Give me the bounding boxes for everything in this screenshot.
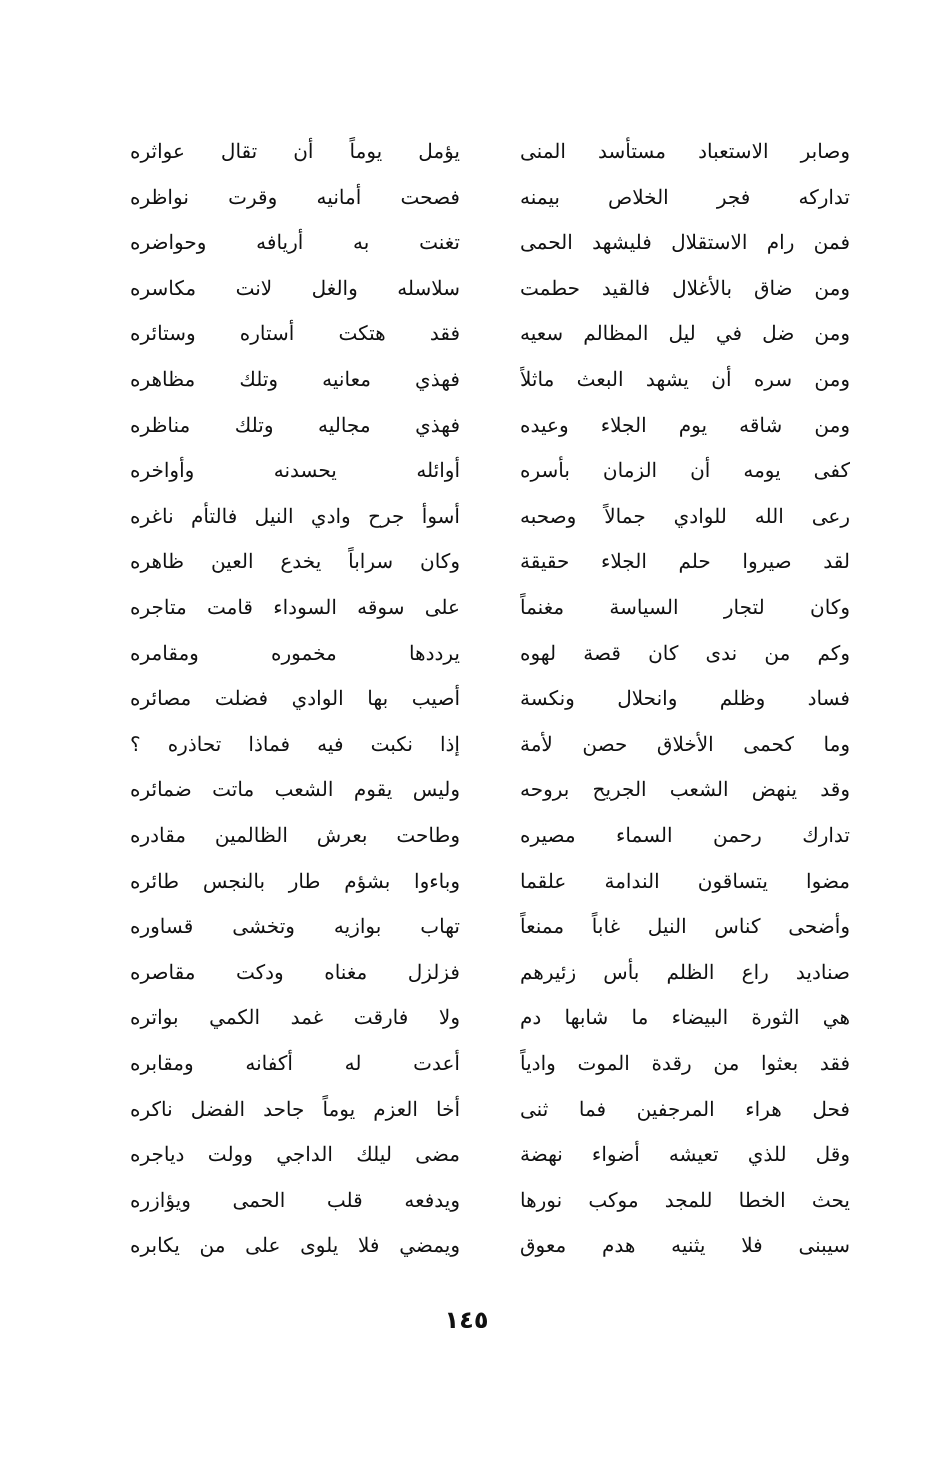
verse-second-hemistich: أسوأ جرح وادي النيل فالتأم ناغره <box>130 503 460 528</box>
verse-line <box>130 995 850 1039</box>
verse-first-hemistich: فحل هراء المرجفين فما ثنى <box>520 1096 850 1121</box>
verse-line <box>130 220 850 264</box>
verse-first-hemistich: ومن ضاق بالأغلال فالقيد حطمت <box>520 275 850 300</box>
verse-second-hemistich: يؤمل يوماً أن تقال عواثره <box>130 139 460 163</box>
verse-line <box>130 448 850 492</box>
verse-line <box>130 311 850 355</box>
verse-first-hemistich: وقد ينهض الشعب الجريح بروحه <box>520 777 850 802</box>
verse-first-hemistich: وكم من ندى كان قصة لهوه <box>520 640 850 665</box>
verse-second-hemistich: أوائله يحسدنه وأواخره <box>130 458 460 483</box>
verse-second-hemistich: فصحت أمانيه وقرت نواظره <box>130 184 460 209</box>
verse-second-hemistich: إذا نكبت فيه فماذا تحاذره ؟ <box>130 731 460 756</box>
verse-second-hemistich: وليس يقوم الشعب ماتت ضمائره <box>130 777 460 802</box>
verse-second-hemistich: وطاحت بعرش الظالمين مقادره <box>130 823 460 847</box>
verse-first-hemistich: ومن شاقه يوم الجلاء وعيده <box>520 412 850 437</box>
verse-line <box>130 585 850 629</box>
verse-first-hemistich: يحث الخطا للمجد موكب نورها <box>520 1187 850 1212</box>
verse-line <box>130 859 850 903</box>
verse-second-hemistich: وكان سراباً يخدع العين ظاهره <box>130 549 460 574</box>
verse-first-hemistich: فساد وظلم وانحلال ونكسة <box>520 686 850 711</box>
verse-second-hemistich: ويمضي فلا يلوى على من يكابره <box>130 1233 460 1258</box>
verse-second-hemistich: تهاب بوازيه وتخشى قساوره <box>130 914 460 939</box>
verse-line <box>130 1178 850 1222</box>
verse-first-hemistich: تدارك رحمن السماء مصيره <box>520 823 850 847</box>
verse-second-hemistich: تغنت به أريافه وحواضره <box>130 230 460 255</box>
verse-first-hemistich: ومن ضل في ليل المظالم سعيه <box>520 321 850 346</box>
verse-first-hemistich: صناديد راع الظلم بأس زئيرهم <box>520 959 850 984</box>
verse-first-hemistich: وكان لتجار السياسة مغنماً <box>520 595 850 619</box>
verse-line <box>130 539 850 583</box>
verse-line <box>130 813 850 857</box>
verse-first-hemistich: سيبنى فلا يثنيه هدم معوق <box>520 1233 850 1258</box>
page-number: ١٤٥ <box>444 1306 489 1334</box>
verse-first-hemistich: لقد صيروا حلم الجلاء حقيقة <box>520 549 850 574</box>
verse-second-hemistich: فزلزل مغناه ودكت مقاصره <box>130 959 460 984</box>
verse-line <box>130 1041 850 1085</box>
poem-body <box>130 129 850 1289</box>
verse-line <box>130 950 850 994</box>
verse-second-hemistich: فقد هتكت أستاره وستائره <box>130 321 460 346</box>
verse-line <box>130 722 850 766</box>
verse-first-hemistich: كفى يومه أن الزمان بأسره <box>520 458 850 483</box>
verse-second-hemistich: أخا العزم يوماً جاحد الفضل ناكره <box>130 1096 460 1121</box>
verse-second-hemistich: يرددها مخموره ومقامره <box>130 640 460 665</box>
verse-line <box>130 1087 850 1131</box>
verse-first-hemistich: رعى الله للوادي جمالاً وصحبه <box>520 503 850 528</box>
verse-first-hemistich: وأضحى كناس النيل غاباً ممنعاً <box>520 914 850 939</box>
verse-first-hemistich: مضوا يتساقون الندامة علقما <box>520 868 850 893</box>
verse-line <box>130 266 850 310</box>
verse-first-hemistich: وقل للذي تعيشه أضواء نهضة <box>520 1142 850 1167</box>
verse-first-hemistich: فقد بعثوا من رقدة الموت وادياً <box>520 1051 850 1075</box>
verse-first-hemistich: تداركه فجر الخلاص بيمنه <box>520 184 850 209</box>
verse-line <box>130 175 850 219</box>
verse-line <box>130 676 850 720</box>
verse-line <box>130 494 850 538</box>
verse-second-hemistich: وباءوا بشؤم طار بالنجس طائره <box>130 868 460 893</box>
verse-second-hemistich: ويدفعه قلب الحمى ويؤازره <box>130 1187 460 1212</box>
verse-second-hemistich: أعدت له أكفانه ومقابره <box>130 1051 460 1075</box>
verse-first-hemistich: وما كحمى الأخلاق حصن لأمة <box>520 731 850 756</box>
verse-first-hemistich: ومن سره أن يشهد البعث ماثلاً <box>520 367 850 391</box>
verse-line <box>130 129 850 173</box>
verse-second-hemistich: ولا فارقت غمد الكمي بواتره <box>130 1005 460 1030</box>
verse-line <box>130 767 850 811</box>
verse-second-hemistich: على سوقه السوداء قامت متاجره <box>130 595 460 619</box>
verse-line <box>130 357 850 401</box>
verse-first-hemistich: فمن رام الاستقلال فليشهد الحمى <box>520 230 850 255</box>
verse-second-hemistich: أصيب بها الوادي فضلت مصائره <box>130 686 460 711</box>
verse-line <box>130 1132 850 1176</box>
verse-second-hemistich: سلاسله والغل لانت مكاسره <box>130 275 460 300</box>
verse-line <box>130 403 850 447</box>
verse-line <box>130 1223 850 1267</box>
verse-second-hemistich: مضى ليلك الداجي وولت دياجره <box>130 1142 460 1167</box>
verse-first-hemistich: هي الثورة البيضاء ما شابها دم <box>520 1005 850 1030</box>
verse-second-hemistich: فهذي مجاليه وتلك مناظره <box>130 412 460 437</box>
verse-second-hemistich: فهذي معانيه وتلك مظاهره <box>130 367 460 391</box>
verse-line <box>130 904 850 948</box>
verse-first-hemistich: وصابر الاستعباد مستأسد المنى <box>520 139 850 163</box>
verse-line <box>130 631 850 675</box>
